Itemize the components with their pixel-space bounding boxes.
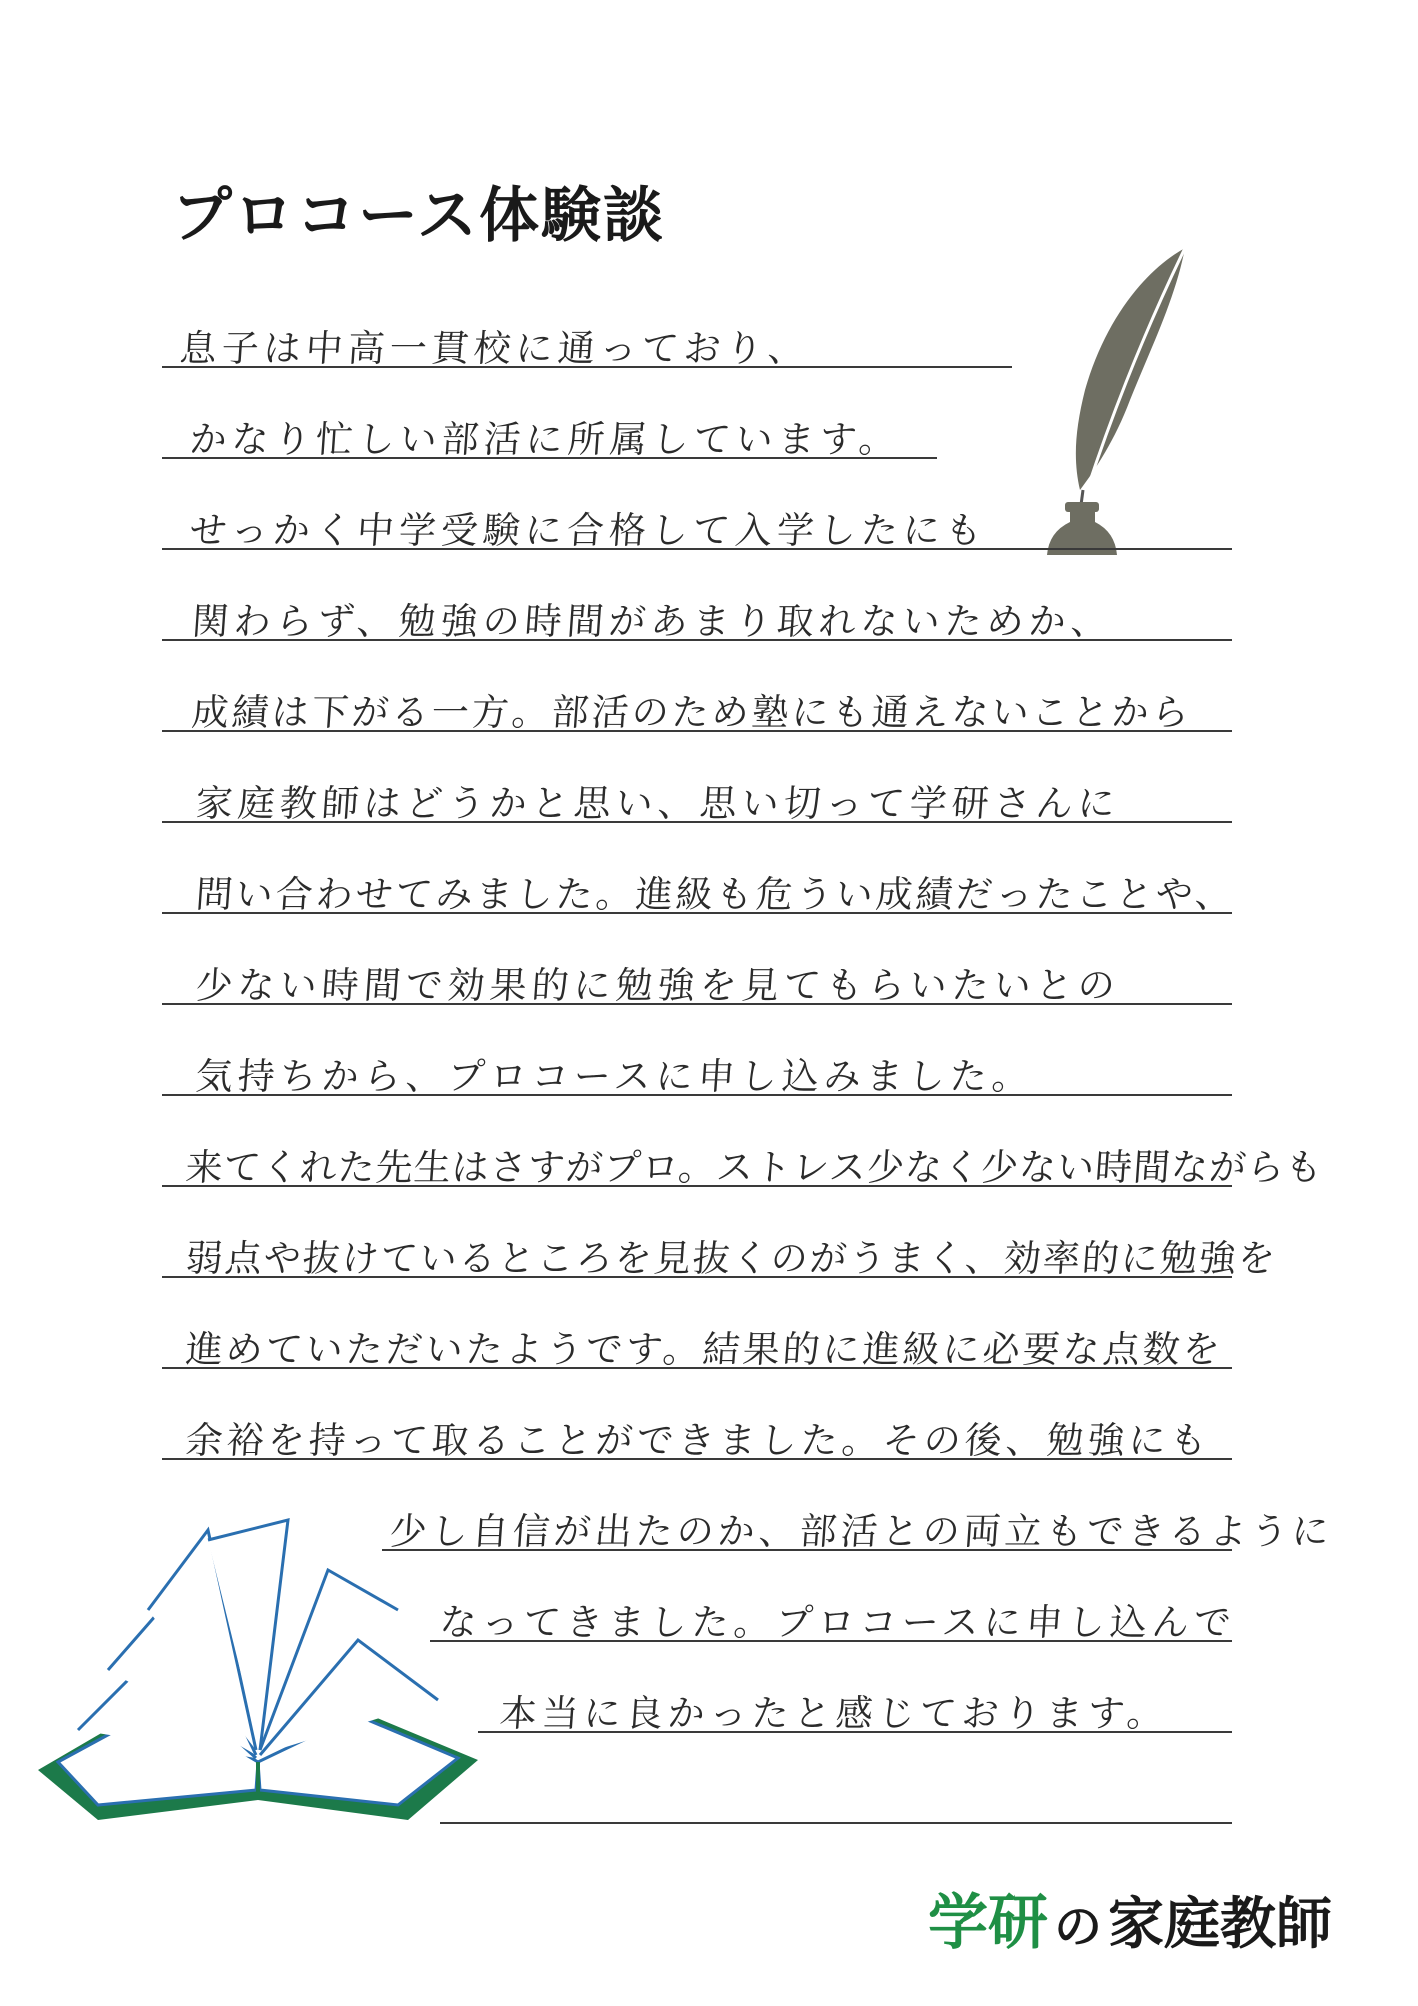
- handwritten-line: 余裕を持って取ることができました。その後、勉強にも: [184, 1419, 1213, 1462]
- handwritten-line: なってきました。プロコースに申し込んで: [438, 1601, 1238, 1644]
- open-book-icon: [28, 1500, 488, 1830]
- brand-gakken: 学研: [927, 1888, 1048, 1958]
- handwritten-line: 少し自信が出たのか、部活との両立もできるように: [388, 1510, 1335, 1553]
- page-title: プロコース体験談: [172, 181, 665, 251]
- rule-line: [440, 1822, 1232, 1824]
- handwritten-line: かなり忙しい部活に所属しています。: [188, 418, 903, 461]
- brand-logo: [928, 1875, 1332, 1961]
- handwritten-line: 弱点や抜けているところを見抜くのがうまく、効率的に勉強を: [184, 1237, 1279, 1280]
- handwritten-line: 関わらず、勉強の時間があまり取れないためか、: [190, 600, 1115, 643]
- handwritten-line: 進めていただいたようです。結果的に進級に必要な点数を: [184, 1328, 1225, 1371]
- handwritten-line: 少ない時間で効果的に勉強を見てもらいたいとの: [194, 964, 1122, 1007]
- handwritten-line: 息子は中高一貫校に通っており、: [178, 327, 812, 370]
- handwritten-line: 本当に良かったと感じております。: [498, 1692, 1171, 1735]
- handwritten-line: 気持ちから、プロコースに申し込みました。: [194, 1055, 1036, 1098]
- handwritten-line: せっかく中学受験に合格して入学したにも: [188, 509, 989, 552]
- quill-pen-icon: [1035, 240, 1205, 560]
- handwritten-line: 成績は下がる一方。部活のため塾にも通えないことから: [190, 691, 1194, 734]
- handwritten-line: 問い合わせてみました。進級も危うい成績だったことや、: [194, 873, 1237, 916]
- brand-katei-kyoshi: 家庭教師: [1108, 1892, 1332, 1957]
- brand-no: の: [1053, 1899, 1102, 1955]
- handwritten-line: 来てくれた先生はさすがプロ。ストレス少なく少ない時間ながらも: [184, 1146, 1325, 1189]
- handwritten-line: 家庭教師はどうかと思い、思い切って学研さんに: [194, 782, 1122, 825]
